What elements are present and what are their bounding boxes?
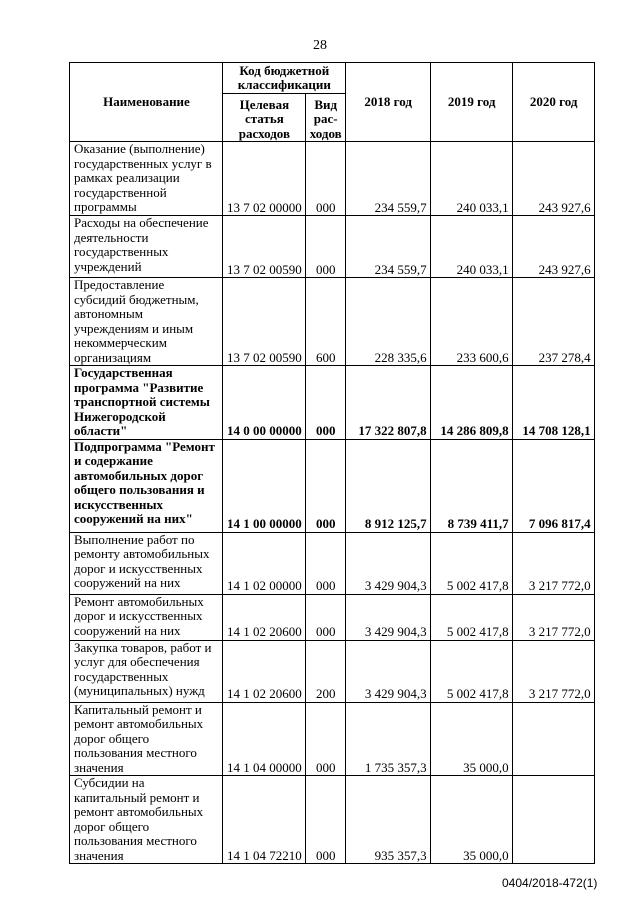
table-row	[70, 532, 595, 594]
row-value-2019: 5 002 417,8	[430, 594, 512, 640]
row-name: Государственная программа "Развитие транспортной системы Нижегородской области"	[70, 366, 223, 440]
row-code: 14 1 02 00000	[223, 532, 306, 594]
table-body	[70, 142, 595, 864]
row-name: Выполнение работ по ремонту автомобильных дорог и искусственных сооружений на них	[70, 532, 223, 594]
table-row	[70, 640, 595, 702]
row-value-2018: 1 735 357,3	[345, 702, 430, 776]
row-value-2019: 240 033,1	[430, 216, 512, 278]
row-value-2019: 5 002 417,8	[430, 532, 512, 594]
header-code-group: Код бюджетной классификации	[223, 63, 346, 94]
row-value-2018: 234 559,7	[345, 216, 430, 278]
row-code: 14 1 04 72210	[223, 776, 306, 864]
header-name: Наименование	[70, 63, 223, 142]
row-value-2020: 237 278,4	[512, 278, 594, 366]
table-row	[70, 702, 595, 776]
table-row	[70, 142, 595, 216]
row-code: 13 7 02 00000	[223, 142, 306, 216]
row-name: Оказание (выполнение) государственных услуг в рамках реализации государственной программы	[70, 142, 223, 216]
table-row	[70, 594, 595, 640]
row-value-2020: 243 927,6	[512, 142, 594, 216]
row-expense-type: 200	[305, 640, 345, 702]
row-expense-type: 000	[305, 594, 345, 640]
header-year-2018: 2018 год	[345, 63, 430, 142]
row-value-2019: 35 000,0	[430, 776, 512, 864]
row-name: Ремонт автомобильных дорог и искусственных сооружений на них	[70, 594, 223, 640]
row-value-2020	[512, 776, 594, 864]
row-code: 14 1 02 20600	[223, 640, 306, 702]
row-value-2020: 3 217 772,0	[512, 594, 594, 640]
header-year-2020: 2020 год	[512, 63, 594, 142]
row-name: Предоставление субсидий бюджетным, автономным учреждениям и иным некоммерческим организациям	[70, 278, 223, 366]
row-expense-type: 600	[305, 278, 345, 366]
budget-table	[69, 62, 595, 864]
row-value-2019: 8 739 411,7	[430, 439, 512, 532]
document-code: 0404/2018-472(1)	[502, 876, 598, 890]
row-value-2018: 8 912 125,7	[345, 439, 430, 532]
row-value-2019: 5 002 417,8	[430, 640, 512, 702]
row-code: 14 1 04 00000	[223, 702, 306, 776]
row-value-2020: 14 708 128,1	[512, 366, 594, 440]
row-expense-type: 000	[305, 776, 345, 864]
header-target-article: Целевая статья расходов	[223, 94, 306, 142]
row-value-2019: 14 286 809,8	[430, 366, 512, 440]
row-name: Подпрограмма "Ремонт и содержание автомобильных дорог общего пользования и искусственных сооружений на них"	[70, 439, 223, 532]
row-expense-type: 000	[305, 142, 345, 216]
row-code: 14 1 02 20600	[223, 594, 306, 640]
page-number: 28	[313, 38, 327, 53]
row-value-2020: 3 217 772,0	[512, 640, 594, 702]
row-value-2020: 7 096 817,4	[512, 439, 594, 532]
row-value-2018: 234 559,7	[345, 142, 430, 216]
table-row	[70, 439, 595, 532]
row-name: Закупка товаров, работ и услуг для обеспечения государственных (муниципальных) нужд	[70, 640, 223, 702]
header-expense-type: Вид рас-ходов	[305, 94, 345, 142]
row-value-2020: 243 927,6	[512, 216, 594, 278]
row-code: 14 1 00 00000	[223, 439, 306, 532]
table-header	[70, 63, 595, 142]
row-value-2019: 35 000,0	[430, 702, 512, 776]
table-row	[70, 216, 595, 278]
table-row	[70, 366, 595, 440]
row-expense-type: 000	[305, 216, 345, 278]
row-code: 13 7 02 00590	[223, 278, 306, 366]
row-value-2019: 233 600,6	[430, 278, 512, 366]
row-value-2018: 3 429 904,3	[345, 640, 430, 702]
row-value-2018: 3 429 904,3	[345, 594, 430, 640]
row-value-2019: 240 033,1	[430, 142, 512, 216]
row-name: Расходы на обеспечение деятельности государственных учреждений	[70, 216, 223, 278]
table-row	[70, 278, 595, 366]
row-code: 13 7 02 00590	[223, 216, 306, 278]
row-expense-type: 000	[305, 702, 345, 776]
row-expense-type: 000	[305, 439, 345, 532]
row-code: 14 0 00 00000	[223, 366, 306, 440]
row-value-2020	[512, 702, 594, 776]
header-year-2019: 2019 год	[430, 63, 512, 142]
row-value-2018: 228 335,6	[345, 278, 430, 366]
row-value-2018: 935 357,3	[345, 776, 430, 864]
row-value-2018: 17 322 807,8	[345, 366, 430, 440]
row-name: Капитальный ремонт и ремонт автомобильных дорог общего пользования местного значения	[70, 702, 223, 776]
row-name: Субсидии на капитальный ремонт и ремонт автомобильных дорог общего пользования местного значения	[70, 776, 223, 864]
row-value-2018: 3 429 904,3	[345, 532, 430, 594]
row-value-2020: 3 217 772,0	[512, 532, 594, 594]
row-expense-type: 000	[305, 532, 345, 594]
table-row	[70, 776, 595, 864]
row-expense-type: 000	[305, 366, 345, 440]
